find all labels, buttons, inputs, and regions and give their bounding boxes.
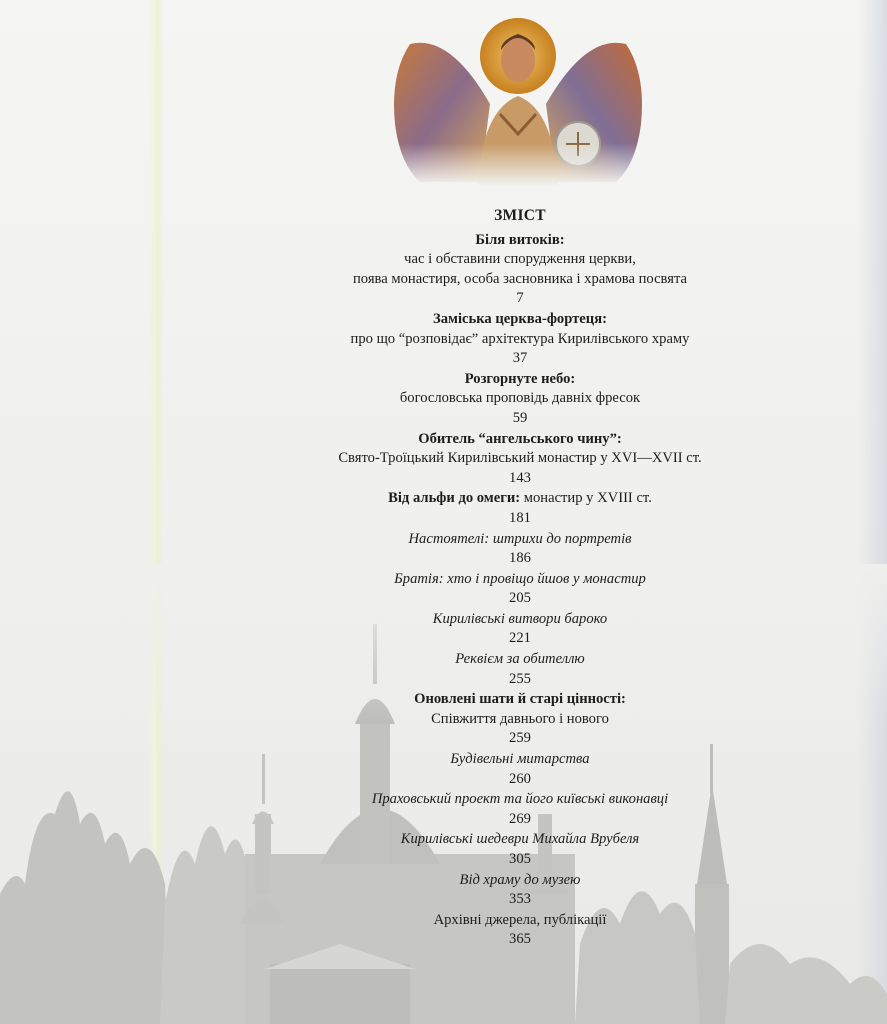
entry-page-number: 255 [509,670,531,687]
toc-entry[interactable] [200,570,840,609]
entry-subheading: Праховський проект та його київські виконавці [371,791,669,808]
toc-entry[interactable] [200,310,840,369]
toc-entry[interactable] [200,370,840,429]
entry-page-number: 37 [512,350,528,367]
entry-page-number: 260 [509,770,531,787]
entry-page-number: 186 [509,550,531,567]
table-of-contents [200,206,840,951]
entry-heading: Біля витоків: [475,231,565,248]
entry-subheading: Кирилівські витвори бароко [432,610,608,627]
entry-page-number: 365 [509,931,531,948]
entry-line: богословська проповідь давніх фресок [399,390,641,407]
entry-page-number: 305 [509,851,531,867]
toc-entry[interactable] [200,489,840,528]
toc-entry[interactable] [200,231,840,309]
entry-line: монастир у XVIII ст. [520,490,652,507]
entry-page-number: 59 [512,409,528,426]
toc-entry[interactable] [200,530,840,569]
entry-heading: Від альфи до омеги: [388,490,521,507]
entry-page-number: 181 [509,509,531,526]
entry-page-number: 269 [509,810,531,827]
angel-fresco-icon [390,14,646,186]
toc-entry[interactable] [200,911,840,950]
entry-line: про що “розповідає” архітектура Кирилівського храму [350,330,690,347]
entry-heading: Розгорнуте небо: [464,370,576,387]
toc-entry[interactable] [200,871,840,910]
entry-page-number: 7 [516,290,524,307]
entry-line: час і обставини спорудження церкви, [404,251,636,268]
entry-page-number: 221 [509,630,531,647]
toc-title: ЗМІСТ [494,207,546,224]
entry-line: Свято-Троїцький Кирилівський монастир у XVI—XVII ст. [338,450,702,467]
toc-entry[interactable] [200,430,840,489]
entry-heading: Оновлені шати й старі цінності: [414,691,626,708]
toc-entry[interactable] [200,610,840,649]
entry-heading: Обитель “ангельського чину”: [418,430,622,447]
entry-subheading: Настоятелі: штрихи до портретів [408,530,632,547]
entry-subheading: Будівельні митарства [450,751,590,768]
entry-page-number: 259 [509,730,531,747]
toc-entry[interactable] [200,650,840,689]
toc-entry[interactable] [200,690,840,749]
entry-subheading: Кирилівські шедеври Михайла Врубеля [400,831,640,848]
entry-line: Співжиття давнього і нового [431,710,609,727]
entry-subheading: Від храму до музею [459,871,581,888]
toc-entry[interactable] [200,750,840,789]
entry-subheading: Братія: хто і провіщо йшов у монастир [394,570,646,587]
entry-subheading: Реквієм за обителлю [455,651,585,668]
entry-page-number: 353 [509,891,531,908]
entry-heading: Заміська церква-фортеця: [433,310,607,327]
entry-line: поява монастиря, особа засновника і храмова посвята [353,270,687,287]
entry-subheading: Архівні джерела, публікації [433,911,607,928]
entry-page-number: 143 [509,469,531,486]
entry-page-number: 205 [509,590,531,607]
toc-entry[interactable] [200,790,840,829]
toc-entry[interactable] [200,830,840,869]
